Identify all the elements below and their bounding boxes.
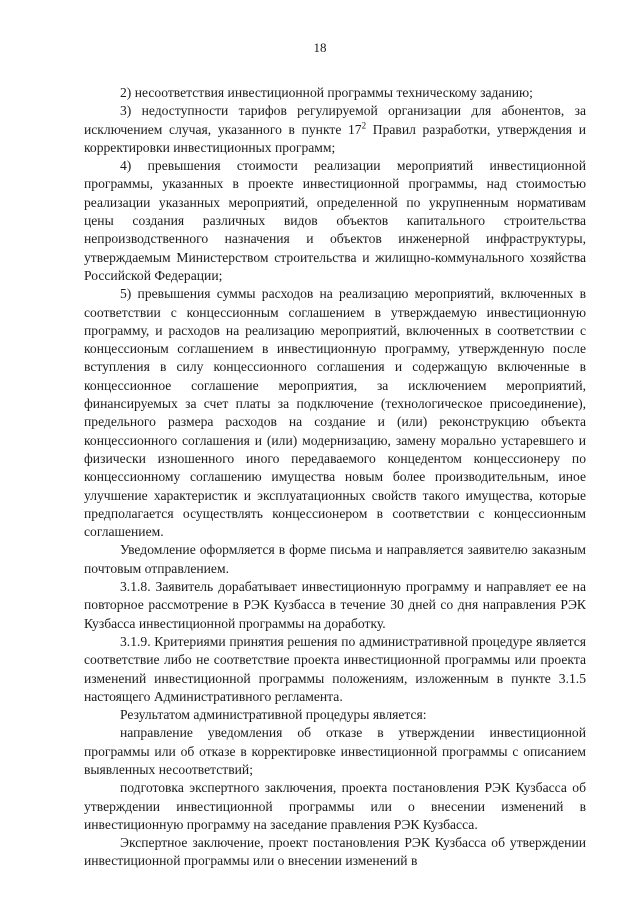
paragraph-text: Правил разработки, утверждения и корректировки инвестиционных программ; [84,121,586,155]
paragraph-item-5: 5) превышения суммы расходов на реализацию мероприятий, включенных в соответствии с концессионным соглашением в утверждаемую инвестиционную программу, и расходов на реализацию мероприятий, включенных в соответствии с концессионым соглашением в инвестиционную программу, утвержденную после вступления в силу концессионного соглашения и содержащую включенные в концессионное соглашение мероприятия, за исключением мероприятий, финансируемых за счет платы за подключение (технологическое присоединение), предельного размера расходов на создание и (или) реконструкцию объекта концессионного соглашения и (или) модернизацию, замену морально устаревшего и физически изношенного иного передаваемого концедентом концессионеру по концессионному соглашению имущества новым более производительным, иное улучшение характеристик и эксплуатационных свойств такого имущества, которые предполагается осуществлять концессионером в соответствии с концессионным соглашением. [84,286,586,540]
paragraph-3-1-9: 3.1.9. Критериями принятия решения по административной процедуре является соответствие либо не соответствие проекта инвестиционной программы или проекта изменений инвестиционной программы положениям, изложенным в пункте 3.1.5 настоящего Административного регламента. [84,633,586,704]
paragraph-result-intro: Результатом административной процедуры является: [120,707,427,723]
paragraph-result-expertise: подготовка экспертного заключения, проекта постановления РЭК Кузбасса об утверждении инвестиционной программы или о внесении изменений в инвестиционную программу на заседание правления РЭК Кузбасса. [84,780,586,832]
paragraph-3-1-8: 3.1.8. Заявитель дорабатывает инвестиционную программу и направляет ее на повторное рассмотрение в РЭК Кузбасса в течение 30 дней со дня направления РЭК Кузбасса инвестиционной программы на доработку. [84,579,586,631]
paragraph-result-refusal: направление уведомления об отказе в утверждении инвестиционной программы или об отказе в корректировке инвестиционной программы с описанием выявленных несоответствий; [84,725,586,777]
page-number: 18 [313,40,327,55]
paragraph-item-4: 4) превышения стоимости реализации мероприятий инвестиционной программы, указанных в проекте инвестиционной программы, над стоимостью реализации указанных мероприятий, определенной по укрупненным нормативам цены создания различных видов объектов капитального строительства непроизводственного назначения и объектов инженерной инфраструктуры, утверждаемым Министерством строительства и жилищно-коммунального хозяйства Российской Федерации; [84,158,586,283]
paragraph-item-3 [84,102,586,157]
document-body [84,84,586,871]
paragraph-text: 3) недоступности тарифов регулируемой организации для абонентов, за исключением случая, указанного в пункте 17 [84,103,586,137]
paragraph-item-2: 2) несоответствия инвестиционной программы техническому заданию; [120,85,533,100]
superscript: 2 [361,120,367,131]
paragraph-expert-conclusion: Экспертное заключение, проект постановления РЭК Кузбасса об утверждении инвестиционной программы или о внесении изменений в [84,835,586,869]
paragraph-notice: Уведомление оформляется в форме письма и направляется заявителю заказным почтовым отправлением. [84,542,586,576]
